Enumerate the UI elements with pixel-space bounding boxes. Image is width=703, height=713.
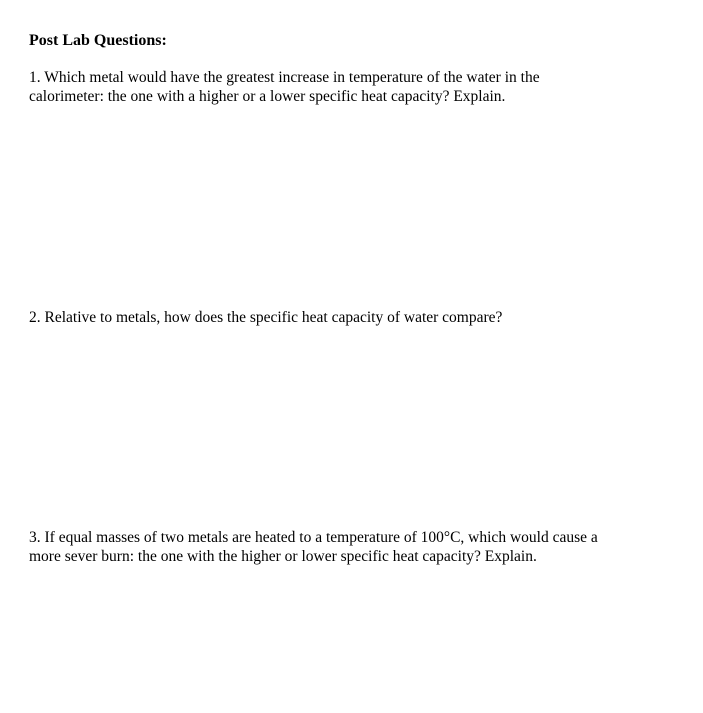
question-3 bbox=[29, 528, 649, 566]
question-1 bbox=[29, 68, 649, 106]
question-3-line-2: more sever burn: the one with the higher or lower specific heat capacity? Explain. bbox=[29, 548, 537, 565]
section-heading: Post Lab Questions: bbox=[29, 32, 167, 49]
question-2 bbox=[29, 308, 649, 327]
question-3-line-1: 3. If equal masses of two metals are heated to a temperature of 100°C, which would cause a bbox=[29, 529, 598, 546]
question-1-line-2: calorimeter: the one with a higher or a lower specific heat capacity? Explain. bbox=[29, 88, 506, 105]
question-2-line-1: 2. Relative to metals, how does the specific heat capacity of water compare? bbox=[29, 309, 503, 326]
question-1-line-1: 1. Which metal would have the greatest increase in temperature of the water in the bbox=[29, 69, 540, 86]
